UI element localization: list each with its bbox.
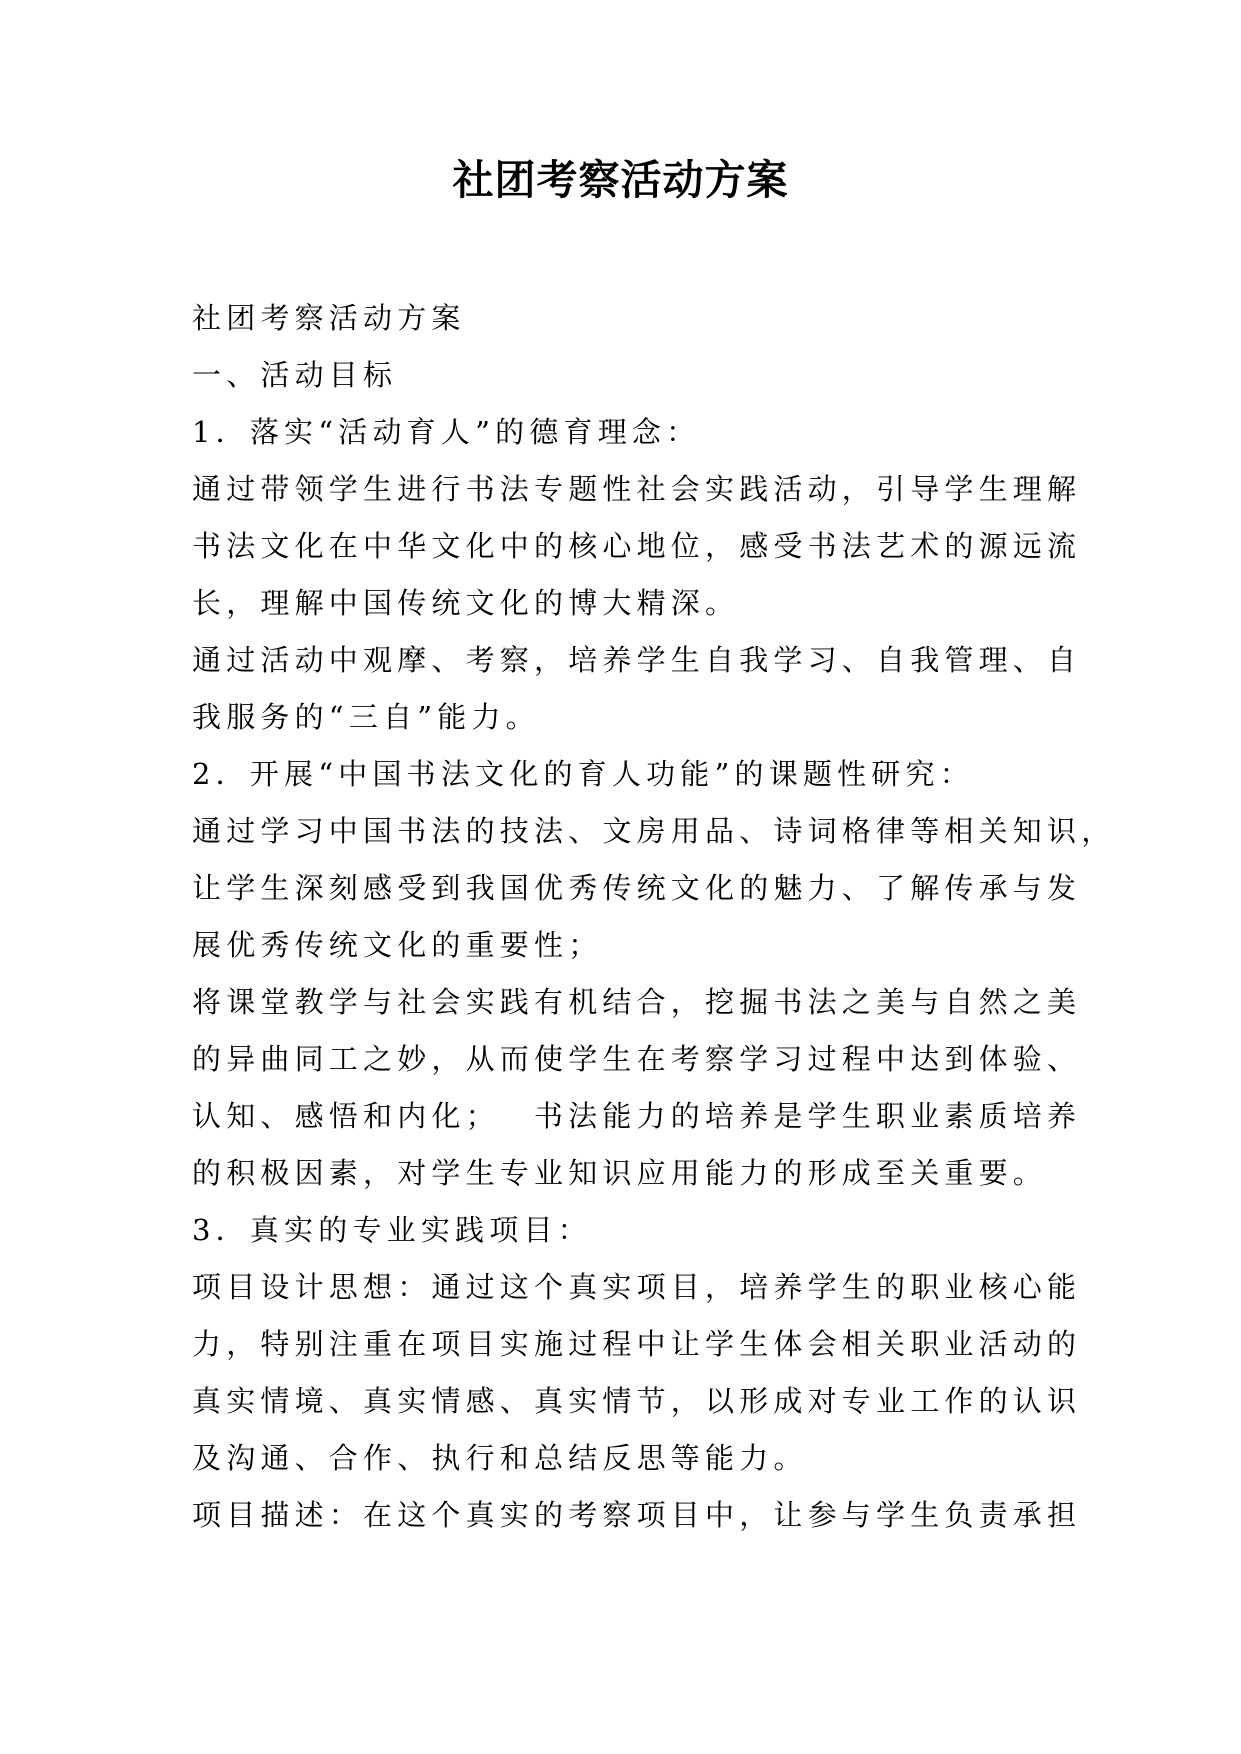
document-title: 社团考察活动方案 (452, 156, 789, 204)
document-body (192, 290, 1116, 1544)
body-line: 通过带领学生进行书法专题性社会实践活动，引导学生理解 (192, 472, 1082, 506)
body-line: 一、活动目标 (192, 358, 398, 392)
body-line: 展优秀传统文化的重要性； (192, 928, 603, 962)
body-line: 真实情境、真实情感、真实情节，以形成对专业工作的认识 (192, 1384, 1082, 1418)
body-line: 让学生深刻感受到我国优秀传统文化的魅力、了解传承与发 (192, 871, 1082, 905)
body-line: 通过学习中国书法的技法、文房用品、诗词格律等相关知识， (192, 814, 1116, 848)
body-line: 1．落实“活动育人”的德育理念： (192, 415, 701, 449)
body-line: 及沟通、合作、执行和总结反思等能力。 (192, 1441, 808, 1475)
body-line: 我服务的“三自”能力。 (192, 700, 540, 734)
body-line: 的异曲同工之妙，从而使学生在考察学习过程中达到体验、 (192, 1042, 1082, 1076)
body-line: 3．真实的专业实践项目： (192, 1213, 592, 1247)
body-line: 力，特别注重在项目实施过程中让学生体会相关职业活动的 (192, 1327, 1082, 1361)
body-line: 将课堂教学与社会实践有机结合，挖掘书法之美与自然之美 (192, 985, 1082, 1019)
body-line: 通过活动中观摩、考察，培养学生自我学习、自我管理、自 (192, 643, 1082, 677)
body-line: 长，理解中国传统文化的博大精深。 (192, 586, 740, 620)
body-line: 项目描述：在这个真实的考察项目中，让参与学生负责承担 (192, 1498, 1082, 1532)
body-line: 2．开展“中国书法文化的育人功能”的课题性研究： (192, 757, 974, 791)
body-line: 社团考察活动方案 (192, 301, 466, 335)
body-line: 书法文化在中华文化中的核心地位，感受书法艺术的源远流 (192, 529, 1082, 563)
body-line: 认知、感悟和内化； 书法能力的培养是学生职业素质培养 (192, 1099, 1082, 1133)
body-line: 项目设计思想：通过这个真实项目，培养学生的职业核心能 (192, 1270, 1082, 1304)
body-line: 的积极因素，对学生专业知识应用能力的形成至关重要。 (192, 1156, 1048, 1190)
